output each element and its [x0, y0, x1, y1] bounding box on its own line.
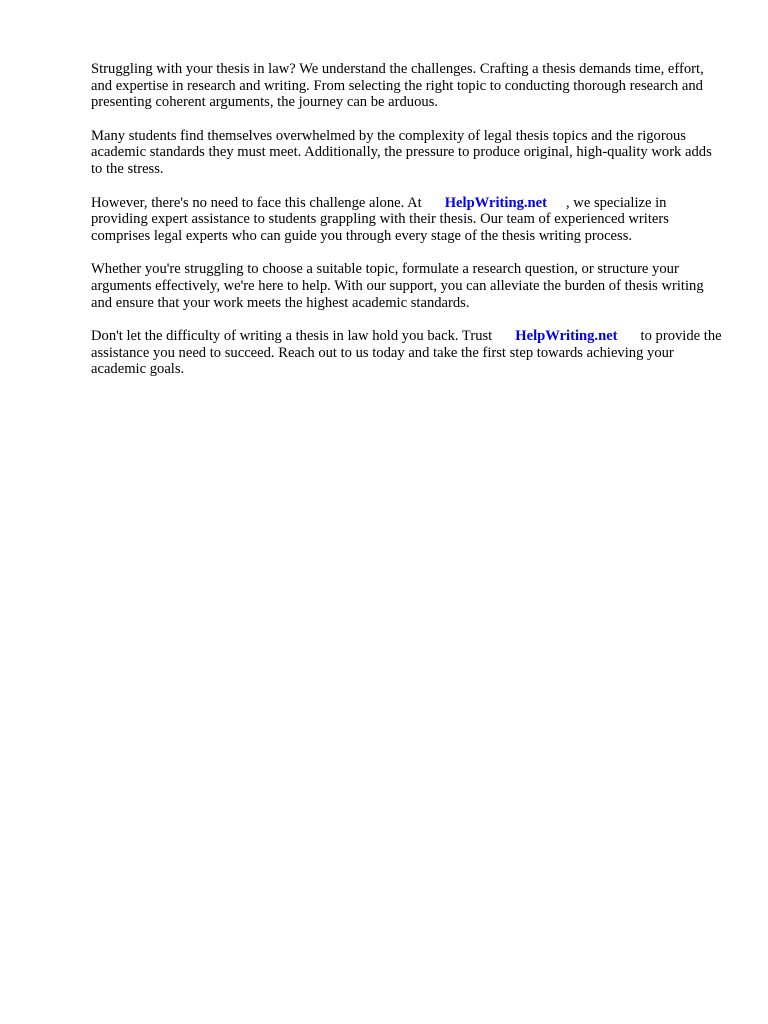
paragraph-closing: [91, 328, 723, 378]
paragraph-assistance-lead-text: However, there's no need to face this challenge alone. At: [91, 194, 422, 211]
paragraph-assistance-tail-text: , we specialize in providing expert assistance to students grappling with their thesis. Our team of experienced writers comprises legal experts who can guide you through every stage of the thesis writing process.: [91, 194, 669, 244]
paragraph-closing-tail-text: to provide the assistance you need to succeed. Reach out to us today and take the first step towards achieving your academic goals.: [91, 328, 722, 378]
paragraph-intro: Struggling with your thesis in law? We understand the challenges. Crafting a thesis demands time, effort, and expertise in research and writing. From selecting the right topic to conducting thorough research and presenting coherent arguments, the journey can be arduous.: [91, 61, 704, 111]
paragraph-assistance: [91, 195, 723, 245]
paragraph-support: Whether you're struggling to choose a suitable topic, formulate a research question, or structure your arguments effectively, we're here to help. With our support, you can alleviate the burden of thesis writing and ensure that your work meets the highest academic standards.: [91, 261, 704, 311]
paragraph-challenges: Many students find themselves overwhelmed by the complexity of legal thesis topics and the rigorous academic standards they must meet. Additionally, the pressure to produce original, high-quality work adds to the stress.: [91, 127, 712, 177]
helpwriting-link[interactable]: HelpWriting.net: [444, 194, 547, 211]
paragraph-closing-lead-text: Don't let the difficulty of writing a thesis in law hold you back. Trust: [91, 328, 493, 345]
document-body: [91, 61, 723, 395]
helpwriting-link-2[interactable]: HelpWriting.net: [515, 328, 618, 345]
